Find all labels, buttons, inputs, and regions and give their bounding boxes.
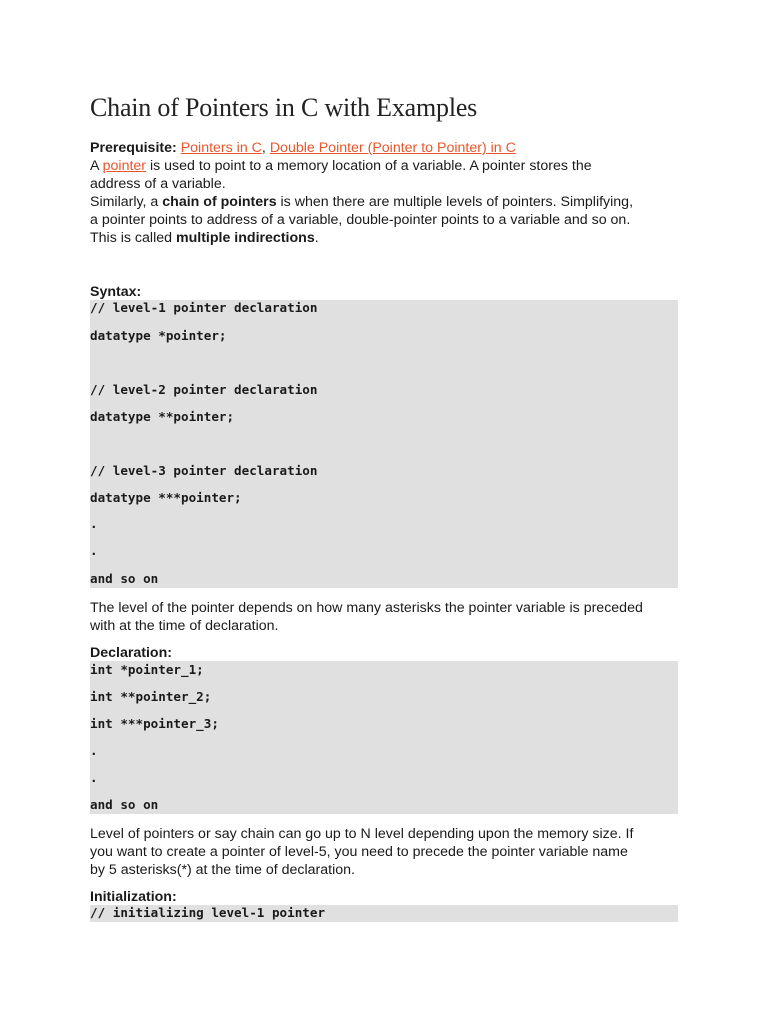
similar-line-2: a pointer points to address of a variable, double-pointer points to a variable and so on.	[90, 212, 631, 228]
code-line: datatype *pointer;	[90, 328, 227, 343]
chain-definition-paragraph	[90, 193, 678, 247]
syntax-code-block	[90, 300, 678, 588]
prerequisite-separator: ,	[261, 140, 266, 156]
pointer-level-paragraph	[90, 599, 678, 635]
code-line: // level-1 pointer declaration	[90, 300, 318, 315]
code-line: datatype ***pointer;	[90, 490, 242, 505]
code-line: .	[90, 770, 98, 785]
level-line-2: with at the time of declaration.	[90, 618, 279, 634]
code-line: and so on	[90, 797, 159, 812]
prerequisite-line	[90, 139, 678, 157]
intro-paragraph	[90, 157, 678, 193]
code-line: datatype **pointer;	[90, 409, 235, 424]
level-line-1: The level of the pointer depends on how many asterisks the pointer variable is preceded	[90, 600, 643, 616]
similar-post: is when there are multiple levels of pointers. Simplifying,	[280, 194, 634, 210]
page-title: Chain of Pointers in C with Examples	[90, 93, 478, 122]
levels-paragraph	[90, 825, 678, 879]
levels-line-3: by 5 asterisks(*) at the time of declaration.	[90, 862, 355, 878]
link-pointers-in-c[interactable]: Pointers in C	[180, 140, 262, 156]
code-line: .	[90, 743, 98, 758]
similar-pre: Similarly, a	[90, 194, 159, 210]
code-line: // level-3 pointer declaration	[90, 463, 318, 478]
intro-text-1: is used to point to a memory location of a variable. A pointer stores the	[149, 158, 592, 174]
multiple-indirections-term: multiple indirections	[175, 230, 315, 246]
code-line: // level-2 pointer declaration	[90, 382, 318, 397]
intro-text-2: address of a variable.	[90, 176, 226, 192]
code-line: .	[90, 516, 98, 531]
code-line: int **pointer_2;	[90, 689, 212, 704]
link-pointer[interactable]: pointer	[102, 158, 147, 174]
code-line: // initializing level-1 pointer	[90, 905, 326, 920]
code-line: int ***pointer_3;	[90, 716, 219, 731]
intro-a: A	[90, 158, 99, 174]
initialization-code-block	[90, 905, 678, 922]
syntax-heading: Syntax:	[90, 284, 142, 300]
chain-of-pointers-term: chain of pointers	[162, 194, 277, 210]
similar-line-3-post: .	[314, 230, 319, 246]
code-line: int *pointer_1;	[90, 662, 204, 677]
code-line: .	[90, 543, 98, 558]
prerequisite-label: Prerequisite:	[90, 140, 177, 156]
similar-line-3-pre: This is called	[90, 230, 173, 246]
initialization-heading: Initialization:	[90, 889, 177, 905]
code-line: and so on	[90, 571, 159, 586]
declaration-heading: Declaration:	[90, 645, 172, 661]
link-double-pointer[interactable]: Double Pointer (Pointer to Pointer) in C	[269, 140, 516, 156]
levels-line-2: you want to create a pointer of level-5, you need to precede the pointer variable name	[90, 844, 628, 860]
levels-line-1: Level of pointers or say chain can go up to N level depending upon the memory size. If	[90, 826, 634, 842]
declaration-code-block	[90, 661, 678, 814]
